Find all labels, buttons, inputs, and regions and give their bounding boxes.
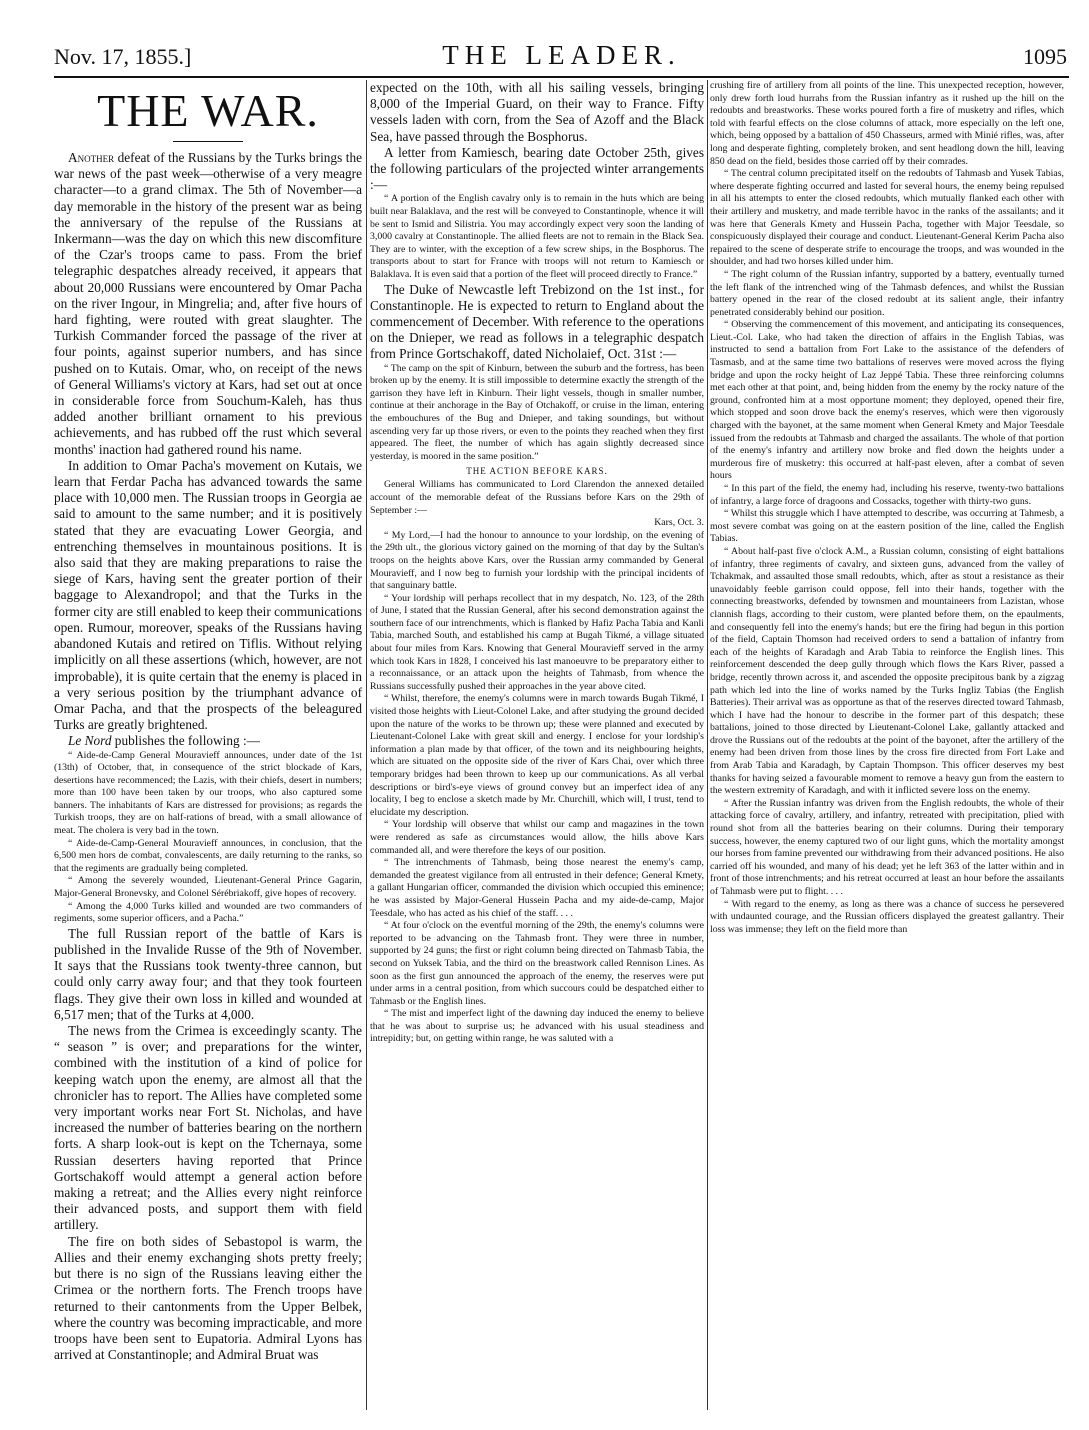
paragraph: In addition to Omar Pacha's movement on Kutais, we learn that Ferdar Pacha has advanced towards the same place with 10,000 men. The Russian troops in Georgia ae said to amount to the same number; and it is positively stated that they are evacuating Lower Georgia, and entrenching themselves in mountainous positions. It is also said that they are making preparations to raise the siege of Kars, having sent the greater portion of their baggage to Alexandropol; and that the Turks in the former city are still enabled to keep their communications open. Rumour, moreover, speaks of the Russians having abandoned Kutais and retired on Tiflis. Without relying implicitly on all these assertions (which, however, are not improbable), it is quite certain that the enemy is placed in a very serious position by the triumphant advance of Omar Pacha, and that the prospects of the beleagured Turks are greatly brightened. — [54, 457, 362, 733]
lead-word: Another — [68, 150, 115, 165]
paragraph: A letter from Kamiesch, bearing date October 25th, gives the following particulars of the projected winter arrangements :— — [370, 144, 704, 193]
column-2 — [370, 80, 704, 1410]
section-subheading: THE ACTION BEFORE KARS. — [466, 466, 608, 477]
quoted-paragraph: “ Aide-de-Camp General Mouravieff announces, under date of the 1st (13th) of October, that, in consequence of the strict blockade of Kars, desertions have recommenced; the Lazis, with their chiefs, desert in numbers; more than 100 have been taken by our troops, who also captured some banners. The inhabitants of Kars are distressed for provisions; as regards the Turkish troops, they are on half-rations of bread, with a small allowance of meat. The cholera is very bad in the town. — [54, 749, 362, 837]
quoted-paragraph: “ Among the 4,000 Turks killed and wounded are two commanders of regiments, some superior officers, and a Pacha.” — [54, 900, 362, 925]
page-number: 1095 — [1023, 44, 1067, 69]
paragraph — [54, 733, 362, 749]
paragraph: expected on the 10th, with all his sailing vessels, bringing 8,000 of the Imperial Guard, on their way to France. Fifty vessels laden with corn, from the Sea of Azoff and the Black Sea, have passed through the Bosphorus. — [370, 80, 704, 144]
quoted-paragraph: “ Your lordship will perhaps recollect that in my despatch, No. 123, of the 28th of June, I stated that the Russian General, after his second demonstration against the southern face of our intrenchments, which is flanked by Hafiz Pacha Tabia and Kanli Tabia, marched South, and established his camp at Bugah Tikmé, a village situated about four miles from Kars. Knowing that General Mouravieff served in the army which took Kars in 1828, I conceived his last manoeuvre to be preparatory either to a reconnaissance, or an attack upon the heights of Tahmasb, from whence the Russians successfully pushed their approaches in the year above cited. — [370, 592, 704, 692]
quoted-paragraph: “ The camp on the spit of Kinburn, between the suburb and the fortress, has been broken up by the enemy. It is still impossible to determine exactly the strength of the garrison they have left in Kinburn. Their light vessels, though in smaller number, continue at their anchorage in the Bay of Otchakoff, or cruise in the liman, entering the embouchures of the Bug and Dnieper, and taking soundings, but without ascending very far up those rivers, or even to the points they reached when they first appeared. The fleet, the number of which has again slightly decreased since yesterday, is moored in the same position.” — [370, 362, 704, 462]
quoted-paragraph: “ Your lordship will observe that whilst our camp and magazines in the town were rendered as safe as circumstances would allow, the hills above Kars commanded all, and were therefore the keys of our position. — [370, 819, 704, 856]
paragraph — [54, 150, 362, 458]
paragraph: The fire on both sides of Sebastopol is warm, the Allies and their enemy exchanging shots pretty freely; but there is no sign of the Russians leaving either the Crimea or the northern forts. The French troops have returned to their cantonments from the Upper Belbek, where the country was becoming impracticable, and more troops have been sent to Eupatoria. Admiral Lyons has arrived at Constantinople; and Admiral Bruat was — [54, 1233, 362, 1363]
quoted-paragraph: “ Observing the commencement of this movement, and anticipating its consequences, Lieut.-Col. Lake, who had taken the direction of affairs in the English Tabias, was instructed to send a battalion from Fort Lake to the assistance of the defenders of Tasmasb, and at the same time two battalions of reserves were moved across the flying bridge and upon the rocky height of Laz Jeppé Tabia. These three reinforcing columns met each other at that point, and, being hidden from the enemy by the rocky nature of the ground, confronted him at a most opportune moment; they deployed, opened their fire, which stopped and soon drove back the enemy's reserves, which were then vigorously charged with the bayonet, at the same moment when General Kmety and Major Teesdale issued from the redoubts at Tahmasb and charged the assailants. The whole of that portion of the enemy's infantry and artillery now broke and fled down the heights under a murderous fire of musketry: this occurred at half-past eleven, after a combat of seven hours — [710, 319, 1064, 482]
quoted-paragraph: “ Whilst this struggle which I have attempted to describe, was occurring at Tahmesb, a most severe combat was going on at the eastern position of the line, called the English Tabias. — [710, 508, 1064, 545]
quoted-paragraph: “ The mist and imperfect light of the dawning day induced the enemy to believe that he was about to surprise us; he advanced with his usual steadiness and intrepidity; but, on getting within range, he was saluted with a — [370, 1008, 704, 1045]
page-header — [54, 40, 1069, 78]
column-rule — [366, 80, 367, 1410]
publication-name: Le Nord — [68, 733, 112, 749]
paragraph: The full Russian report of the battle of Kars is published in the Invalide Russe of the 9th of November. It says that the Russians took twenty-three cannon, but could only carry away four; and that they took fourteen flags. They give their own loss in killed and wounded at 6,517 men; that of the Turks at 4,000. — [54, 925, 362, 1022]
paragraph: The news from the Crimea is exceedingly scanty. The “ season ” is over; and preparations for the winter, combined with the institution of a kind of police for keeping watch upon the enemy, are almost all that the chronicler has to report. The Allies have completed some very important works near Fort St. Nicholas, and have increased the number of batteries bearing on the northern forts. A sharp look-out is kept on the Tchernaya, some Russian deserters having reported that Prince Gortschakoff would attempt a general action before making a retreat; and the Allies every night reinforce their advanced posts, and support them with field artillery. — [54, 1023, 362, 1233]
quoted-paragraph: “ Aide-de-Camp-General Mouravieff announces, in conclusion, that the 6,500 men hors de combat, convalescents, are daily returning to the ranks, so that the regiments are gradually being completed. — [54, 837, 362, 874]
column-rule — [707, 80, 708, 1410]
quoted-paragraph: “ My Lord,—I had the honour to announce to your lordship, on the evening of the 29th ult., the glorious victory gained on the morning of that day by the Sultan's troops on the heights above Kars, over the Russian army commanded by General Mouravieff, and I now beg to furnish your lordship with the principal incidents of that sanguinary battle. — [370, 529, 704, 592]
issue-date: Nov. 17, 1855.] — [54, 44, 192, 69]
quoted-paragraph: “ About half-past five o'clock A.M., a Russian column, consisting of eight battalions of infantry, three regiments of cavalry, and sixteen guns, advanced from the valley of Tchakmak, and assaulted those small redoubts, which, after as stout a resistance as their unavoidably feeble garrison could oppose, fell into their hands, together with the connecting breastworks, defended by townsmen and mountaineers from Lazistan, whose clannish flags, according to their custom, were planted before them, on the epaulments, and consequently fell into the enemy's hands; but ere the firing had begun in this portion of the field, Captain Thomson had received orders to send a battalion of infantry from each of the heights of Karadagh and Arab Tabia to reinforce the English lines. This reinforcement descended the deep gully through which flows the Kars River, passed a bridge, recently thrown across it, and ascended the opposite precipitous bank by a zigzag path which led into the line of works named by the Turks Ingliz Tabias (the English Batteries). Their arrival was as opportune as that of the reserves directed toward Tahmasb, which I have had the honour to describe in the former part of this despatch; these battalions, joined to those directed by Lieutenant-Colonel Lake, gallantly attacked and drove the Russians out of the redoubts at the point of the bayonet, after the artillery of the enemy had been driven from those lines by the cross fire directed from Fort Lake and from Arab Tabia and Karadagh, by Captain Thompson. This officer deserves my best thanks for having seized a favourable moment to remove a heavy gun from the eastern to the western extremity of Karadagh, and with it inflicted severe loss on the enemy. — [710, 545, 1064, 797]
quoted-paragraph: “ The central column precipitated itself on the redoubts of Tahmasb and Yusek Tabias, where desperate fighting occurred and lasted for several hours, the enemy being repulsed in all his attempts to enter the closed redoubts, which mutually flanked each other with their artillery and musketry, and made terrible havoc in the ranks of the assailants; and it was here that Generals Kmety and Hussein Pacha, together with Major Teesdale, so conspicuously displayed their courage and conduct. Lieutenant-General Kerim Pacha also repaired to the scene of desperate strife to encourage the troops, and was wounded in the shoulder, and had two horses killed under him. — [710, 168, 1064, 268]
article-title: THE WAR. — [97, 85, 319, 136]
dateline: Kars, Oct. 3. — [654, 517, 704, 529]
paragraph: The Duke of Newcastle left Trebizond on the 1st inst., for Constantinople. He is expected to return to England about the commencement of December. With reference to the operations on the Dnieper, we read as follows in a telegraphic despatch from Prince Gortschakoff, dated Nicholaief, Oct. 31st :— — [370, 281, 704, 362]
column-1 — [54, 80, 362, 1410]
quoted-paragraph: “ Whilst, therefore, the enemy's columns were in march towards Bugah Tikmé, I visited those heights with Lieut-Colonel Lake, and after studying the ground decided upon the nature of the works to be thrown up; these were planned and executed by Lieutenant-Colonel Lake with great skill and energy. I enclose for your lordship's information a plan made by that officer, of the town and its neighbouring heights, which are situated on the opposite side of the river of Kars Chai, over which three temporary bridges had been thrown to keep up our communications. As all verbal descriptions or bird's-eye views of ground convey but an imperfect idea of any locality, I beg to enclose a sketch made by Mr. Churchill, which will, I trust, tend to elucidate my description. — [370, 693, 704, 818]
quoted-paragraph: “ A portion of the English cavalry only is to remain in the huts which are being built near Balaklava, and the rest will be conveyed to Constantinople, whence it will be sent to Ismid and Silistria. You may accordingly expect very soon the landing of 3,000 cavalry at Constantinople. The allied fleets are not to remain in the Black Sea. They are to winter, with the exception of a few screw ships, in the Bosphorus. The transports about to start for France with troops will not return to Kamiesch or Balaklava. It is even said that a portion of the fleet will proceed directly to France.” — [370, 193, 704, 280]
paragraph-text: publishes the following :— — [114, 733, 260, 749]
masthead-title: THE LEADER. — [442, 40, 681, 70]
quoted-paragraph: “ The right column of the Russian infantry, supported by a battery, eventually turned the left flank of the intrenched wing of the Tahmasb defences, and whilst the Russian battery opened in the rear of the closed redoubt at its salient angle, their infantry penetrated considerably behind our position. — [710, 268, 1064, 318]
paragraph-text: defeat of the Russians by the Turks brings the war news of the past week—otherwise of a very meagre character—to a grand climax. The 5th of November—a day memorable in the history of the present war as being the anniversary of the repulse of the Russians at Inkermann—was the day on which this new discomfiture of the Czar's troops came to pass. From the brief telegraphic despatches already received, it appears that about 20,000 Russians were encountered by Omar Pacha on the river Ingour, in Mingrelia; and, after five hours of hard fighting, were routed with great slaughter. The Turkish Commander forced the passage of the river at four points, against superior numbers, and has since pushed on to Kutais. Omar, who, on receipt of the news of General Williams's victory at Kars, had set out at once in considerable force from Souchum-Kaleh, has thus added another brilliant ornament to his previous achievements, and has rubbed off the rust which several months' inaction had gathered round his name. — [54, 150, 362, 457]
quoted-paragraph: “ At four o'clock on the eventful morning of the 29th, the enemy's columns were reported to be advancing on the Tahmasb front. They were three in number, supported by 24 guns; the first or right column being directed on Tahmasb Tabia, the second on Yuksek Tabia, and the third on the breastwork called Rennison Lines. As soon as the first gun announced the approach of the enemy, the reserves were put under arms in a central position, from which succours could be despatched either to Tahmasb or the English lines. — [370, 920, 704, 1007]
quoted-paragraph: “ Among the severely wounded, Lieutenant-General Prince Gagarin, Major-General Bronevsky, and Colonel Sérébriakoff, give hopes of recovery. — [54, 875, 362, 900]
quoted-paragraph: “ With regard to the enemy, as long as there was a chance of success he persevered with undaunted courage, and the Russian officers displayed the greatest gallantry. Their loss was immense; they left on the field more than — [710, 898, 1064, 935]
quoted-paragraph: “ In this part of the field, the enemy had, including his reserve, twenty-two battalions of infantry, a large force of dragoons and Cossacks, together with thirty-two guns. — [710, 483, 1064, 507]
quoted-paragraph: “ After the Russian infantry was driven from the English redoubts, the whole of their attacking force of cavalry, artillery, and infantry, retreated with precipitation, plied with round shot from all the batteries bearing on their columns. During their temporary success, however, the enemy captured two of our light guns, which the mortality amongst our horses from famine prevented our withdrawing from their advanced positions. He also carried off his wounded, and many of his dead; yet he left 363 of the latter within and in front of those intrenchments; and his retreat occurred at least an hour before the assailants of Tahmasb were put to flight. . . . — [710, 797, 1064, 897]
quoted-paragraph: crushing fire of artillery from all points of the line. This unexpected reception, however, only drew forth loud hurrahs from the Russian infantry as it rushed up the hill on the redoubts and breastworks. These works poured forth a fire of musketry and rifles, which told with fearful effects on the close columns of attack, more especially on the left one, which, being opposed by a battalion of 450 Chasseurs, armed with Minié rifles, was, after long and desperate fighting, completely broken, and sent headlong down the hill, leaving 850 dead on the field, besides those carried off by their comrades. — [710, 80, 1064, 167]
column-3 — [710, 80, 1064, 1410]
title-divider — [173, 141, 243, 142]
paragraph: General Williams has communicated to Lord Clarendon the annexed detailed account of the memorable defeat of the Russians before Kars on the 29th of September :— — [370, 479, 704, 516]
quoted-paragraph: “ The intrenchments of Tahmasb, being those nearest the enemy's camp, demanded the greatest vigilance from all entrusted in their defence; General Kmety, a gallant Hungarian officer, commanded the division which occupied this eminence; he was assisted by Major-General Hussein Pacha and my aide-de-camp, Major Teesdale, who has acted as his chief of the staff. . . . — [370, 857, 704, 919]
